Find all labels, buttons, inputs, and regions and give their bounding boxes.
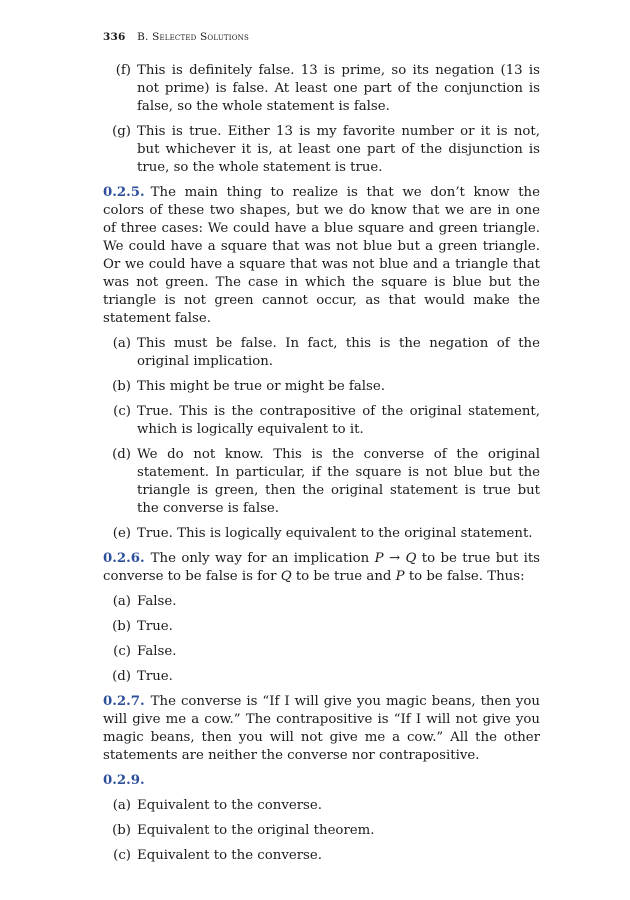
item-text: True. This is logically equivalent to the original statement. [137,526,533,541]
list-item [103,378,540,396]
solutions-content [103,62,540,872]
math-q: Q [280,569,292,584]
list-item [103,335,540,371]
exercise-text: to be true and [295,569,392,584]
item-text: We do not know. This is the converse of the original statement. In particular, if the square is not blue but the triangle is green, then the original statement is true but the converse is false. [137,447,540,516]
item-label: (a) [112,594,131,609]
exercise-0-2-7 [103,693,540,765]
item-text: Equivalent to the converse. [137,798,322,813]
exercise-text: The main thing to realize is that we don’t know the colors of these two shapes, but we do know that we are in one of three cases: We could have a blue square and green triangle. We could have a square that was not blue but a green triangle. Or we could have a square that was not blue and a triangle that was not green. The case in which the square is blue but the triangle is not green cannot occur, as that would make the statement false. [103,185,540,326]
exercise-0-2-9 [103,772,540,790]
exercise-number[interactable]: 0.2.5. [103,185,145,200]
item-text: This must be false. In fact, this is the negation of the original implication. [137,336,540,369]
list-item [103,593,540,611]
item-text: False. [137,644,177,659]
math-implication: P → Q [374,551,417,566]
list-item [103,123,540,177]
list-item [103,668,540,686]
item-text: This is definitely false. 13 is prime, so its negation (13 is not prime) is false. At least one part of the conjunction is false, so the whole statement is false. [137,63,540,114]
math-p: P [395,569,405,584]
running-title: B. Selected Solutions [137,31,250,43]
exercise-text: The only way for an implication [150,551,370,566]
continued-items [103,62,540,177]
exercise-0-2-5-items [103,335,540,543]
list-item [103,822,540,840]
item-label: (a) [112,336,131,351]
item-text: True. [137,669,173,684]
exercise-text: to be false. Thus: [408,569,525,584]
exercise-0-2-6-items [103,593,540,686]
item-text: This might be true or might be false. [137,379,385,394]
exercise-number[interactable]: 0.2.9. [103,773,145,788]
item-label: (c) [113,848,131,863]
list-item [103,643,540,661]
item-label: (b) [112,823,131,838]
item-text: Equivalent to the original theorem. [137,823,375,838]
item-text: This is true. Either 13 is my favorite number or it is not, but whichever it is, at least one part of the disjunction is true, so the whole statement is true. [137,124,540,175]
exercise-text: The converse is “If I will give you magic beans, then you will give me a cow.” The contrapositive is “If I will not give you magic beans, then you will not give me a cow.” All the other statements are neither the converse nor contrapositive. [103,694,540,763]
item-label: (a) [112,798,131,813]
running-header [103,31,249,43]
item-text: False. [137,594,177,609]
item-label: (c) [113,404,131,419]
exercise-0-2-5 [103,184,540,328]
list-item [103,847,540,865]
page-number: 336 [103,31,126,43]
exercise-0-2-6 [103,550,540,586]
list-item [103,446,540,518]
item-label: (c) [113,644,131,659]
list-item [103,62,540,116]
item-label: (f) [115,63,131,78]
item-label: (d) [112,447,131,462]
list-item [103,618,540,636]
exercise-text: to be true but its converse to be false is for [103,551,540,584]
list-item [103,403,540,439]
exercise-number[interactable]: 0.2.7. [103,694,145,709]
item-text: True. This is the contrapositive of the original statement, which is logically equivalent to it. [137,404,540,437]
item-label: (g) [112,124,131,139]
list-item [103,797,540,815]
item-label: (e) [112,526,131,541]
item-label: (b) [112,619,131,634]
exercise-0-2-9-items [103,797,540,865]
item-text: Equivalent to the converse. [137,848,322,863]
item-text: True. [137,619,173,634]
item-label: (b) [112,379,131,394]
exercise-number[interactable]: 0.2.6. [103,551,145,566]
item-label: (d) [112,669,131,684]
list-item [103,525,540,543]
